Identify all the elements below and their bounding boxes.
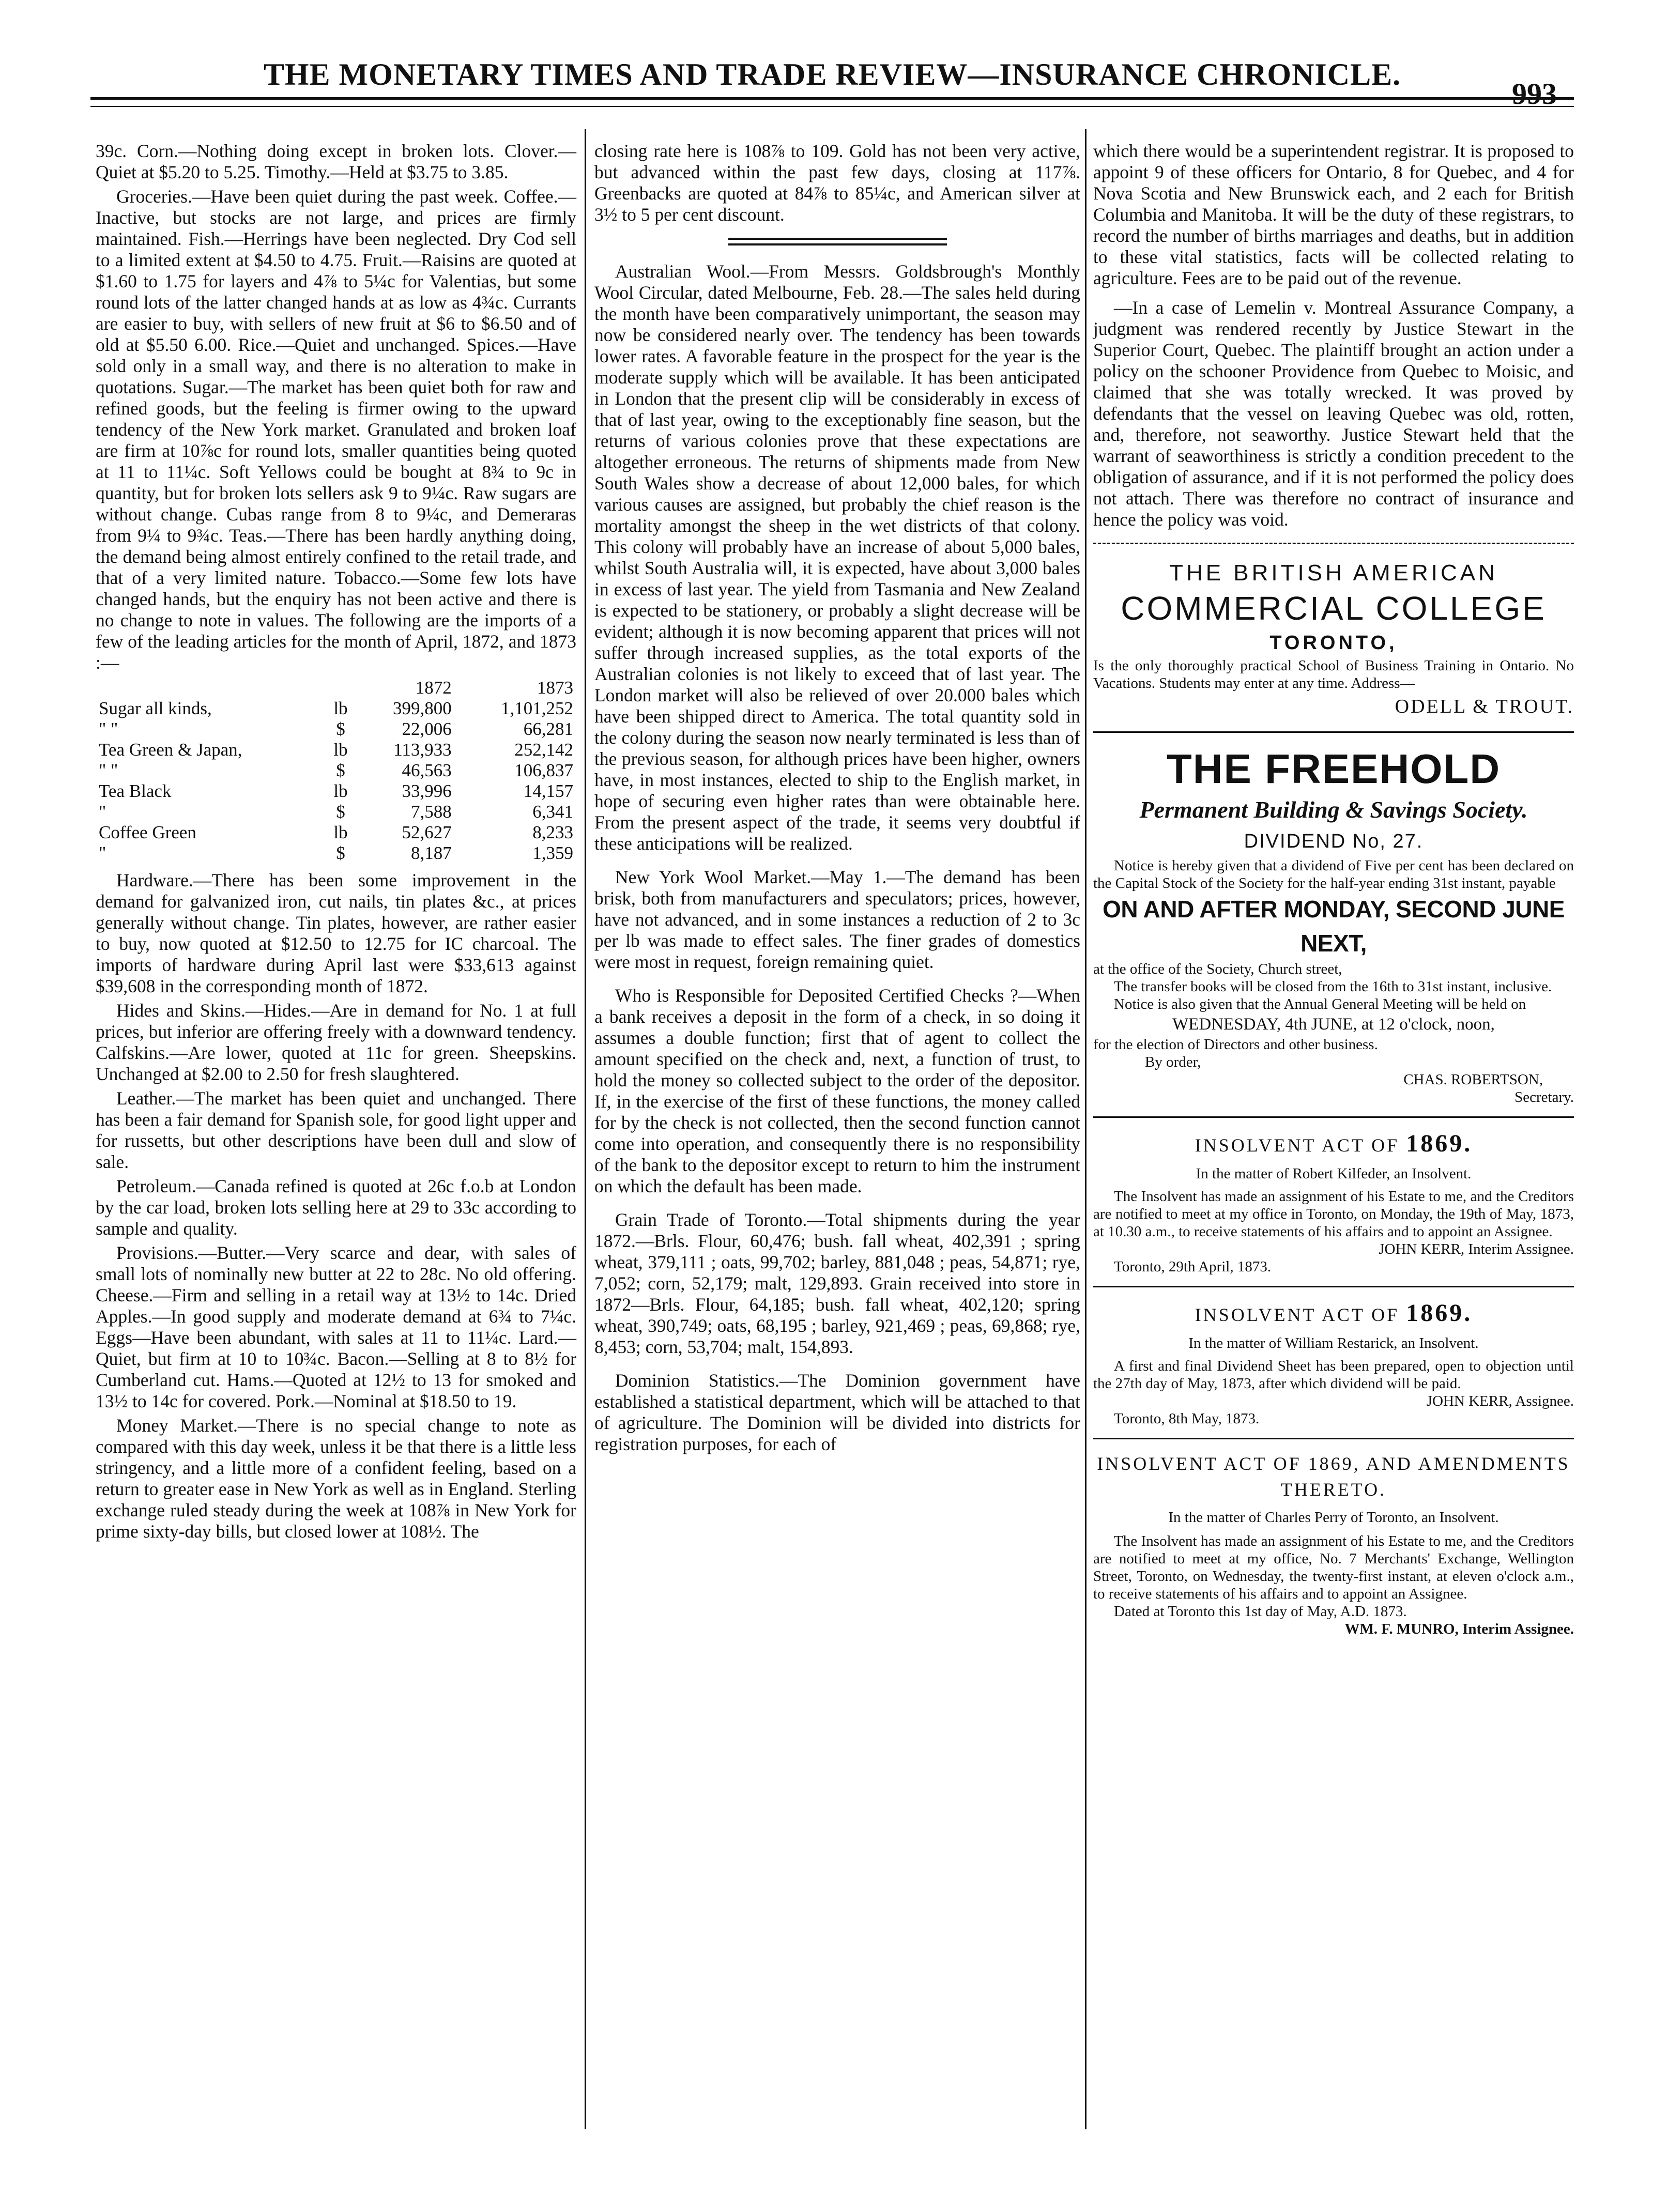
column-divider-1: [585, 129, 586, 2129]
advert-divider: [1093, 1286, 1574, 1287]
row-value-1873: 8,233: [532, 822, 573, 842]
advert-divider: [1093, 731, 1574, 733]
certified-checks-paragraph: Who is Responsible for Deposited Certified Checks ?—When a bank receives a deposit in the form of a check, in so doing it assumes a double function; first that of agent to collect the amount specified on the check and, next, a function of trust, to hold the money so collected subject to the order of the depositor. If, in the exercise of the first of these functions, the money called for by the check is not collected, then the second function cannot come into operation, and consequently there is no responsibility of the bank to the depositor except to return to him the instrument on which the default has been made.: [594, 985, 1080, 1196]
insolvent-body: The Insolvent has made an assignment of his Estate to me, and the Creditors are notified to meet at my office, No. 7 Merchants' Exchange, Wellington Street, Toronto, on Wednesday, the twenty-first instant, at eleven o'clock a.m., to receive statements of his affairs and to appoint an Assignee.: [1093, 1533, 1574, 1602]
row-unit: $: [336, 802, 345, 822]
college-advert: [1093, 559, 1574, 721]
table-row: [96, 719, 576, 740]
insolvent-year: 1869.: [1406, 1299, 1473, 1327]
insolvent-date: Toronto, 29th April, 1873.: [1114, 1258, 1272, 1275]
row-label: " ": [99, 760, 118, 780]
australian-wool-paragraph: Australian Wool.—From Messrs. Goldsbrough's Monthly Wool Circular, dated Melbourne, Feb. 28.—The sales held during the month have been comparatively unimportant, the season may now be considered nearly over. The tendency has been towards lower rates. A favorable feature in the prospect for the year is the moderate supply which will be available. It has been anticipated in London that the present clip will be considerably in excess of that of last year, owing to the exceptionably fine season, but the returns of various colonies prove that these expectations are altogether erroneous. The returns of shipments made from New South Wales show a decrease of about 12,000 bales, for which various causes are assigned, but probably the chief reason is the mortality amongst the sheep in the wet districts of that colony. This colony will probably have an increase of about 5,000 bales, whilst South Australia will, it is expected, have about 3,000 bales in excess of last year. The yield from Tasmania and New Zealand is expected to be stationery, or probably a slight decrease will be evident; although it is now becoming apparent that prices will not suffer through increased supplies, as the total exports of the Australian colonies is not likely to exceed that of last year. The London market will also be relieved of over 20.000 bales which have been shipped direct to America. The total quantity sold in the colony during the season now nearly terminated is less than of the previous season, for although prices have been higher, owners have, in most instances, elected to ship to the English market, in hope of securing even higher rates than were obtainable here. From the present aspect of the trade, it seems very doubtful if these anticipations will be realized.: [594, 261, 1080, 854]
row-value-1872: 7,588: [410, 802, 452, 822]
row-value-1872: 52,627: [402, 822, 452, 842]
table-row: [96, 781, 576, 802]
table-row: [96, 698, 576, 719]
row-unit: $: [336, 719, 345, 739]
freehold-signature-role: Secretary.: [1514, 1089, 1574, 1105]
row-value-1873: 1,101,252: [501, 698, 573, 718]
row-unit: lb: [333, 781, 348, 801]
row-label: Sugar all kinds,: [99, 698, 212, 718]
row-value-1873: 252,142: [514, 740, 573, 760]
freehold-advert: [1093, 744, 1574, 1106]
row-unit: lb: [333, 740, 348, 760]
money-market-paragraph: Money Market.—There is no special change to note as compared with this day week, unless it be that there is a little less stringency, and a little more of a confident feeling, based on a return to greater ease in New York as well as in England. Sterling exchange ruled steady during the week at 108⅞ in New York for prime sixty-day bills, but closed lower at 108½. The: [96, 1415, 576, 1542]
advert-divider: [1093, 1116, 1574, 1118]
freehold-signature: CHAS. ROBERTSON,: [1403, 1071, 1543, 1088]
freehold-meeting-date: WEDNESDAY, 4th JUNE, at 12 o'clock, noon,: [1172, 1015, 1495, 1034]
insolvent-signature: WM. F. MUNRO, Interim Assignee.: [1344, 1621, 1574, 1637]
freehold-order: By order,: [1145, 1054, 1201, 1070]
imports-table-header: [96, 678, 576, 698]
exchange-rates-paragraph: closing rate here is 108⅞ to 109. Gold has not been very active, but advanced within the past few days, closing at 117⅞. Greenbacks are quoted at 84⅞ to 85¼c, and American silver at 3½ to 5 per cent discount.: [594, 141, 1080, 225]
row-label: ": [99, 802, 106, 822]
insolvent-signature: JOHN KERR, Assignee.: [1426, 1393, 1574, 1409]
row-label: " ": [99, 719, 118, 739]
grain-trade-paragraph: Grain Trade of Toronto.—Total shipments during the year 1872.—Brls. Flour, 60,476; bush. fall wheat, 402,391 ; spring wheat, 379,111 ; oats, 99,702; barley, 881,048 ; peas, 54,871; rye, 7,052; corn, 52,179; malt, 129,893. Grain received into store in 1872—Brls. Flour, 64,185; bush. fall wheat, 402,120; spring wheat, 390,749; oats, 68,195 ; barley, 921,469 ; peas, 69,868; rye, 8,453; corn, 53,704; malt, 154,893.: [594, 1209, 1080, 1357]
row-value-1872: 8,187: [410, 843, 452, 863]
provisions-paragraph: Provisions.—Butter.—Very scarce and dear, with sales of small lots of nominally new butter at 22 to 28c. No old offering. Cheese.—Firm and selling in a retail way at 13½ to 14c. Dried Apples.—In good supply and moderate demand at 6¾ to 7¼c. Eggs—Have been abundant, with sales at 11 to 11¼c. Lard.—Quiet, but firm at 10 to 10¾c. Bacon.—Selling at 8 to 8½ for Cumberland cut. Hams.—Quoted at 12½ to 13 for smoked and 13½ to 14c for covered. Pork.—Nominal at $18.50 to 19.: [96, 1242, 576, 1411]
row-label: ": [99, 843, 106, 863]
insolvent-title: INSOLVENT ACT OF: [1195, 1304, 1400, 1325]
row-value-1873: 66,281: [523, 719, 573, 739]
column-3: [1093, 141, 1574, 1638]
hardware-paragraph: Hardware.—There has been some improvement in the demand for galvanized iron, cut nails, tin plates &c., at prices generally without change. Tin plates, however, are rather easier to buy, now quoted at $12.50 to 12.75 for IC charcoal. The imports of hardware during April last were $33,613 against $39,608 in the corresponding month of 1872.: [96, 870, 576, 996]
advert-divider: [1093, 1438, 1574, 1439]
insolvent-matter: In the matter of William Restarick, an Insolvent.: [1188, 1335, 1479, 1351]
insolvent-title: INSOLVENT ACT OF 1869, AND AMENDMENTS THERETO.: [1097, 1453, 1570, 1500]
row-unit: $: [336, 760, 345, 780]
freehold-title: THE FREEHOLD: [1166, 746, 1501, 792]
college-line-1: THE BRITISH AMERICAN: [1169, 560, 1498, 586]
row-value-1872: 113,933: [393, 740, 452, 760]
corn-clover-paragraph: 39c. Corn.—Nothing doing except in broken lots. Clover.—Quiet at $5.20 to 5.25. Timothy.—Held at $3.75 to 3.85.: [96, 141, 576, 182]
imports-table: [96, 678, 576, 864]
column-divider-2: [1085, 129, 1087, 2129]
hides-skins-paragraph: Hides and Skins.—Hides.—Are in demand for No. 1 at full prices, but inferior are offering freely with a downward tendency. Calfskins.—Are lower, quoted at 11c for green. Sheepskins. Unchanged at $2.00 to 2.50 for fresh slaughtered.: [96, 1000, 576, 1084]
row-value-1872: 399,800: [392, 698, 452, 718]
table-row: [96, 822, 576, 843]
row-value-1873: 14,157: [523, 781, 573, 801]
insolvent-date: Dated at Toronto this 1st day of May, A.D. 1873.: [1114, 1603, 1407, 1620]
row-unit: lb: [333, 698, 348, 718]
college-name: COMMERCIAL COLLEGE: [1121, 590, 1547, 627]
dominion-statistics-paragraph: Dominion Statistics.—The Dominion government have established a statistical department, which will be attached to that of agriculture. The Dominion will be divided into districts for registration purposes, for each of: [594, 1370, 1080, 1454]
page-number: 993: [1512, 77, 1557, 111]
insolvent-notice-perry: [1093, 1451, 1574, 1638]
header-rule-top: [90, 97, 1574, 100]
freehold-transfer: The transfer books will be closed from the 16th to 31st instant, inclusive.: [1114, 978, 1552, 995]
table-row: [96, 760, 576, 781]
insolvent-notice-restarick: [1093, 1299, 1574, 1427]
insolvent-title: INSOLVENT ACT OF: [1195, 1135, 1400, 1156]
freehold-dividend: DIVIDEND No, 27.: [1244, 831, 1424, 852]
groceries-paragraph: Groceries.—Have been quiet during the past week. Coffee.—Inactive, but stocks are not large, and prices are firmly maintained. Fish.—Herrings have been neglected. Dry Cod sell to a limited extent at $4.50 to 4.75. Fruit.—Raisins are quoted at $1.60 to 1.75 for layers and 4⅞ to 5¼c for Valentias, but some round lots of the latter changed hands at as low as 4¾c. Currants are easier to buy, with sellers of new fruit at $6 to $6.50 and of old at $5.50 6.00. Rice.—Quiet and unchanged. Spices.—Have sold only in a small way, and there is no alteration to make in quotations. Sugar.—The market has been quiet both for raw and refined goods, but the feeling is firmer owing to the upward tendency of the New York market. Granulated and broken loaf are firm at 10⅞c for round lots, smaller quantities being quoted at 11 to 11¼c. Soft Yellows could be bought at 8¾ to 9c in quantity, but for broken lots sellers ask 9 to 9¼c. Raw sugars are without change. Cubas range from 8 to 9¼c, and Demeraras from 9¼ to 9¾c. Teas.—There has been hardly anything doing, the demand being almost entirely confined to the retail trade, and that of a very limited nature. Tobacco.—Some few lots have changed hands, but the enquiry has not been active and there is no change to note in values. The following are the imports of a few of the leading articles for the month of April, 1872, and 1873 :—: [96, 186, 576, 673]
insolvent-body: The Insolvent has made an assignment of his Estate to me, and the Creditors are notified to meet at my office in Toronto, on Monday, the 19th of May, 1873, at 10.30 a.m., to receive statements of his affairs and to appoint an Assignee.: [1093, 1188, 1574, 1240]
header-rule-bottom: [90, 106, 1574, 107]
petroleum-paragraph: Petroleum.—Canada refined is quoted at 26c f.o.b at London by the car load, broken lots selling here at 29 to 33c according to sample and quality.: [96, 1176, 576, 1239]
table-row: [96, 740, 576, 760]
row-value-1873: 6,341: [532, 802, 573, 822]
row-value-1873: 1,359: [532, 843, 573, 863]
row-label: Coffee Green: [99, 822, 196, 842]
insolvent-body: A first and final Dividend Sheet has been prepared, open to objection until the 27th day of May, 1873, after which dividend will be paid.: [1093, 1358, 1574, 1392]
row-value-1872: 33,996: [402, 781, 452, 801]
table-row: [96, 802, 576, 822]
freehold-agm: Notice is also given that the Annual General Meeting will be held on: [1114, 996, 1526, 1012]
row-value-1873: 106,837: [514, 760, 573, 780]
row-label: Tea Black: [99, 781, 172, 801]
column-2: [594, 141, 1080, 1458]
new-york-wool-paragraph: New York Wool Market.—May 1.—The demand has been brisk, both from manufacturers and speculators; prices, however, have not advanced, and in some instances a reduction of 2 to 3c per lb was made to effect sales. The finer grades of domestics were most in request, foreign remaining quiet.: [594, 867, 1080, 972]
year-1872-header: 1872: [415, 678, 452, 698]
freehold-office: at the office of the Society, Church street,: [1093, 961, 1342, 977]
leather-paragraph: Leather.—The market has been quiet and unchanged. There has been a fair demand for Spanish sole, for good light upper and for russetts, but other descriptions have been dull and slow of sale.: [96, 1088, 576, 1172]
insolvent-year: 1869.: [1406, 1130, 1473, 1157]
registrar-paragraph: which there would be a superintendent registrar. It is proposed to appoint 9 of these officers for Ontario, 8 for Quebec, and 4 for Nova Scotia and New Brunswick each, and 2 each for British Columbia and Manitoba. It will be the duty of these registrars, to record the number of births marriages and deaths, but in addition to these vital statistics, facts will be collected relating to agriculture. Fees are to be paid out of the revenue.: [1093, 141, 1574, 288]
row-unit: $: [336, 843, 345, 863]
insolvent-notice-kilfeder: [1093, 1129, 1574, 1276]
lemelin-case-paragraph: —In a case of Lemelin v. Montreal Assurance Company, a judgment was rendered recently by Justice Stewart in the Superior Court, Quebec. The plaintiff brought an action under a policy on the schooner Providence from Quebec to Moisic, and claimed that she was totally wrecked. It was proved by defendants that the vessel on leaving Quebec was old, rotten, and, therefore, not seaworthy. Justice Stewart held that the warrant of seaworthiness is strictly a condition precedent to the obligation of assurance, and if it is not performed the policy does not attach. There was therefore no contract of insurance and hence the policy was void.: [1093, 297, 1574, 530]
page-header-title: THE MONETARY TIMES AND TRADE REVIEW—INSURANCE CHRONICLE.: [263, 57, 1401, 91]
freehold-payable: ON AND AFTER MONDAY, SECOND JUNE NEXT,: [1103, 896, 1565, 957]
row-label: Tea Green & Japan,: [99, 740, 242, 760]
advert-divider: [1093, 543, 1574, 544]
section-divider-double: [728, 238, 947, 245]
row-value-1872: 22,006: [402, 719, 452, 739]
insolvent-signature: JOHN KERR, Interim Assignee.: [1379, 1241, 1574, 1257]
insolvent-matter: In the matter of Charles Perry of Toronto, an Insolvent.: [1168, 1509, 1499, 1526]
insolvent-matter: In the matter of Robert Kilfeder, an Insolvent.: [1196, 1165, 1472, 1182]
column-1: [96, 141, 576, 1545]
table-row: [96, 843, 576, 864]
college-body: Is the only thoroughly practical School of Business Training in Ontario. No Vacations. Students may enter at any time. Address—: [1093, 657, 1574, 692]
row-value-1872: 46,563: [402, 760, 452, 780]
college-city: TORONTO,: [1269, 632, 1398, 654]
freehold-election: for the election of Directors and other business.: [1093, 1036, 1378, 1053]
insolvent-date: Toronto, 8th May, 1873.: [1114, 1410, 1260, 1427]
row-unit: lb: [333, 822, 348, 842]
freehold-subtitle: Permanent Building & Savings Society.: [1139, 796, 1528, 823]
year-1873-header: 1873: [537, 678, 573, 698]
college-signature: ODELL & TROUT.: [1395, 696, 1574, 717]
freehold-notice: Notice is hereby given that a dividend of Five per cent has been declared on the Capital Stock of the Society for the half-year ending 31st instant, payable: [1093, 857, 1574, 892]
